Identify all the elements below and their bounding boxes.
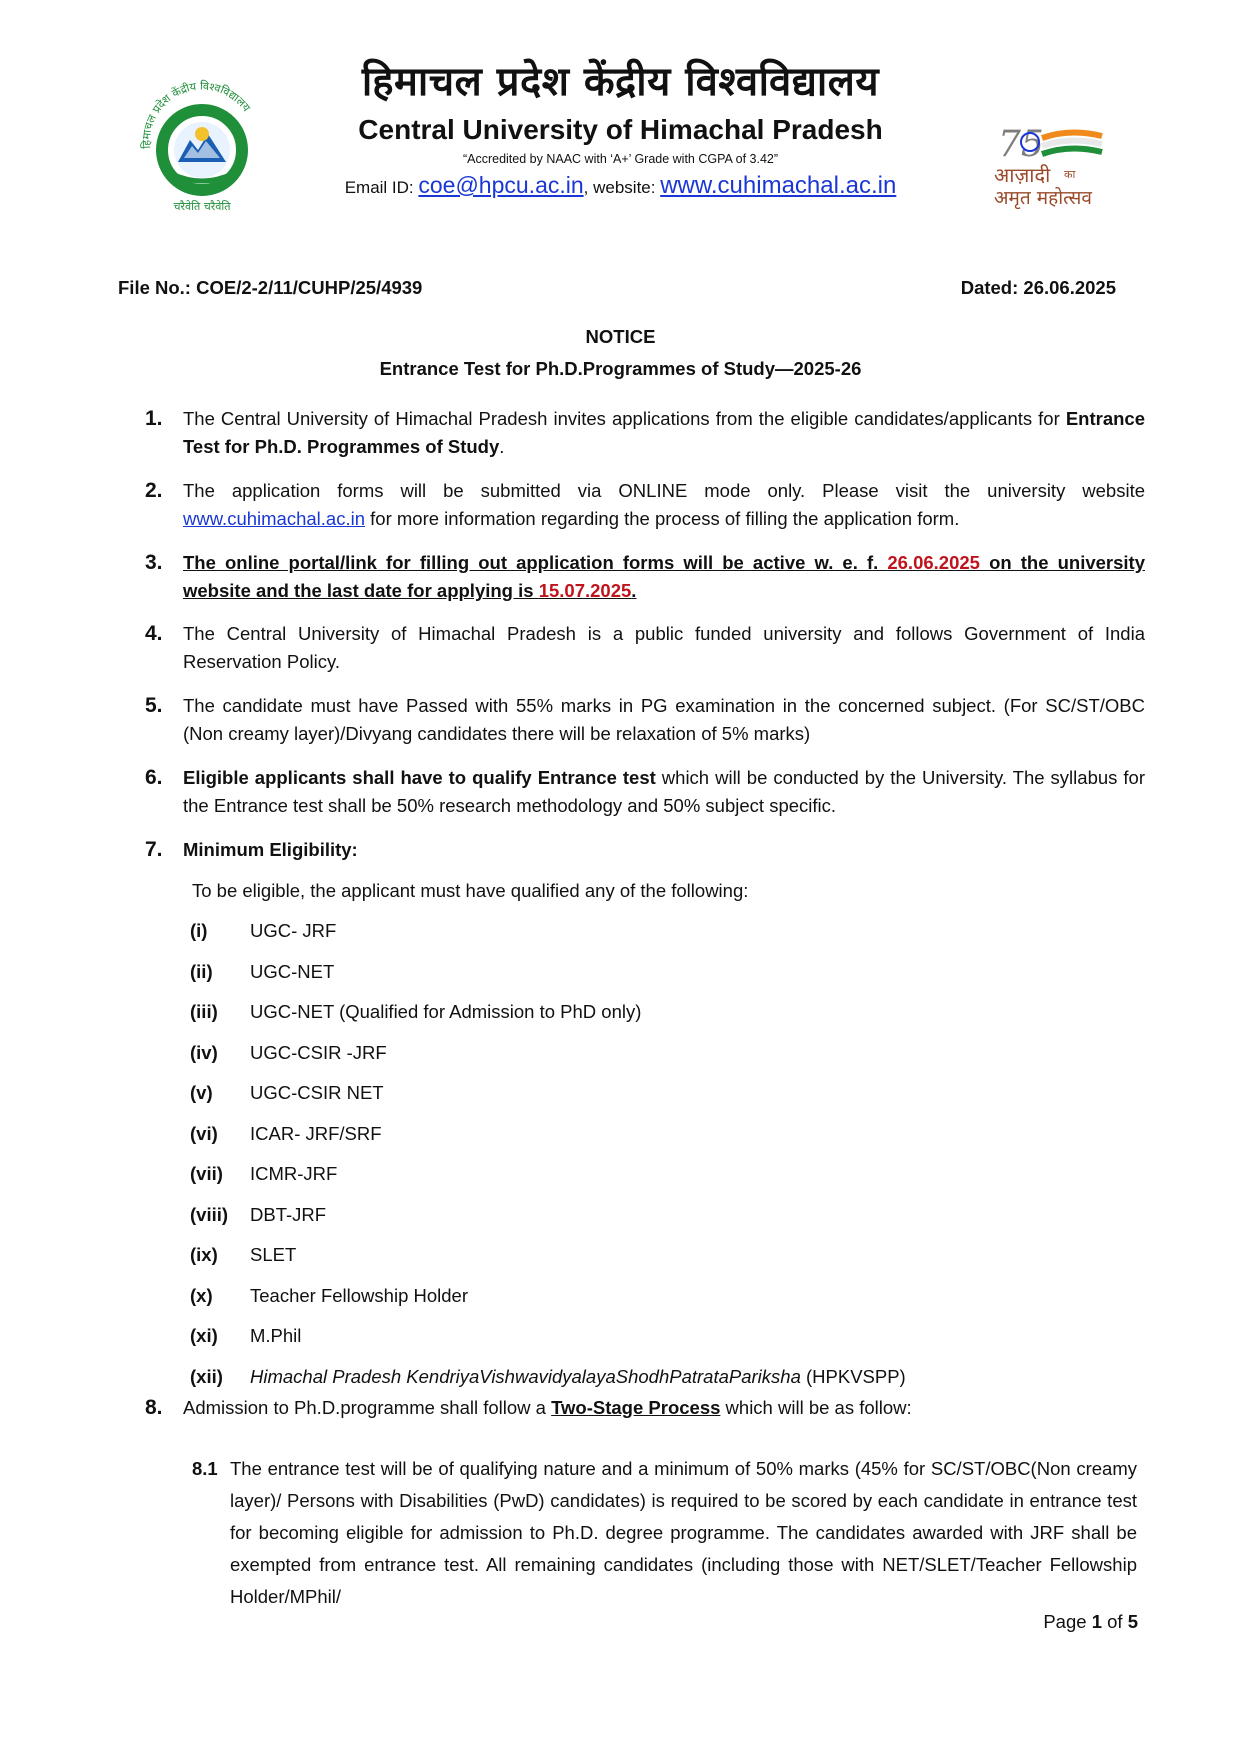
eligibility-number: (vii) — [190, 1163, 223, 1184]
eligibility-number: (x) — [190, 1284, 213, 1306]
item-text-part: The online portal/link for filling out application forms will be active w. e. f. — [183, 552, 888, 573]
eligibility-list — [190, 920, 1090, 1406]
logo-ka-text: का — [1064, 168, 1076, 181]
eligibility-item — [190, 1244, 1090, 1285]
page-of: of — [1101, 1611, 1128, 1632]
last-date: 15.07.2025 — [538, 580, 632, 601]
eligibility-number: (vi) — [190, 1122, 218, 1144]
eligibility-item — [190, 920, 1090, 961]
notice-heading: NOTICE — [585, 326, 656, 347]
item-number: 7. — [145, 838, 163, 861]
eligibility-text: UGC-NET (Qualified for Admission to PhD only) — [250, 1001, 642, 1022]
email-label: Email ID: — [344, 178, 419, 197]
azadi-ka-amrit-mahotsav-logo — [990, 118, 1140, 213]
item-text-part: . — [499, 436, 505, 457]
eligibility-text: UGC- JRF — [250, 920, 337, 941]
website-link[interactable]: www.cuhimachal.ac.in — [183, 508, 365, 529]
subsection-text: The entrance test will be of qualifying nature and a minimum of 50% marks (45% for SC/ST/OBC(Non creamy layer)/ Persons with Disabilities (PwD) candidates) is required to be scored by each candidate in entrance test for becoming eligible for admission to Ph.D. degree programme. The candidates awarded with JRF shall be exempted from entrance test. All remaining candidates (including those with NET/SLET/Teacher Fellowship Holder/MPhil/ — [230, 1458, 1137, 1607]
item-text — [183, 764, 1145, 820]
item-text-part: Admission to Ph.D.programme shall follow a — [183, 1397, 552, 1418]
item-number: 3. — [145, 551, 163, 574]
item-text-part: which will be conducted by the University. The syllabus for the Entrance test shall be 50% research methodology and 50% subject specific. — [183, 767, 1145, 816]
two-stage-process: Two-Stage Process — [551, 1397, 721, 1418]
eligibility-item — [190, 1163, 1090, 1204]
eligibility-item — [190, 1042, 1090, 1083]
eligibility-number: (i) — [190, 920, 208, 941]
email-link[interactable]: coe@hpcu.ac.in — [418, 172, 584, 198]
eligibility-item — [190, 1204, 1090, 1245]
website-link[interactable]: www.cuhimachal.ac.in — [660, 172, 897, 199]
item-number: 5. — [145, 694, 163, 717]
item-text-part: for more information regarding the process of filling the application form. — [365, 508, 960, 529]
eligibility-number: (v) — [190, 1082, 213, 1103]
item-heading: Minimum Eligibility: — [183, 839, 358, 860]
item-bold-part: Eligible applicants shall have to qualify Entrance test — [183, 767, 656, 788]
eligibility-item — [190, 1082, 1090, 1123]
eligibility-number: (iv) — [190, 1041, 218, 1063]
start-date: 26.06.2025 — [887, 552, 990, 573]
eligibility-suffix: (HPKVSPP) — [800, 1365, 906, 1387]
file-number: File No.: COE/2-2/11/CUHP/25/4939 — [118, 277, 423, 298]
subsection-number: 8.1 — [192, 1458, 218, 1479]
eligibility-item — [190, 961, 1090, 1002]
item-number: 2. — [145, 479, 163, 502]
eligibility-number: (ii) — [190, 960, 213, 982]
item-number: 8. — [145, 1396, 163, 1419]
item-text — [183, 1394, 1145, 1422]
page-total: 5 — [1127, 1611, 1138, 1632]
eligibility-text: UGC-NET — [250, 960, 335, 982]
item-text — [183, 405, 1145, 461]
eligibility-text: DBT-JRF — [250, 1203, 327, 1225]
logo-azadi-text: आज़ादी — [994, 163, 1051, 187]
eligibility-intro: To be eligible, the applicant must have qualified any of the following: — [192, 880, 749, 901]
item-number: 1. — [145, 407, 163, 430]
hindi-university-name: हिमाचल प्रदेश केंद्रीय विश्वविद्यालय — [361, 59, 880, 105]
item-bold-part: Entrance Test for Ph.D. Programmes of Study — [183, 408, 1145, 457]
item-text — [183, 477, 1145, 533]
page-number — [1043, 1611, 1138, 1633]
eligibility-text: Teacher Fellowship Holder — [250, 1284, 468, 1306]
logo-motto: चरैवेति चरैवेति — [173, 200, 231, 213]
item-text-part: The Central University of Himachal Pradesh invites applications from the eligible candidates/applicants for — [183, 408, 1066, 429]
notice-subject: Entrance Test for Ph.D.Programmes of Study—2025-26 — [379, 358, 862, 379]
eligibility-number: (xii) — [190, 1365, 223, 1387]
english-university-name: Central University of Himachal Pradesh — [358, 114, 883, 145]
logo-75-number: 75 — [998, 124, 1044, 165]
eligibility-item — [190, 1285, 1090, 1326]
eligibility-text: UGC-CSIR NET — [250, 1082, 384, 1103]
eligibility-text: ICMR-JRF — [250, 1163, 338, 1184]
accreditation-line: “Accredited by NAAC with ‘A+’ Grade with CGPA of 3.42” — [462, 152, 779, 166]
item-text: The candidate must have Passed with 55% marks in PG examination in the concerned subject. (For SC/ST/OBC (Non creamy layer)/Divyang candidates there will be relaxation of 5% marks) — [183, 695, 1145, 744]
item-text-part: . — [631, 580, 637, 601]
eligibility-item — [190, 1123, 1090, 1164]
eligibility-item — [190, 1001, 1090, 1042]
eligibility-item — [190, 1325, 1090, 1366]
item-text-part: which will be as follow: — [720, 1397, 912, 1418]
eligibility-text: M.Phil — [250, 1325, 302, 1346]
item-text — [183, 549, 1145, 605]
notice-date: Dated: 26.06.2025 — [960, 277, 1116, 298]
item-text: The Central University of Himachal Pradesh is a public funded university and follows Government of India Reservation Policy. — [183, 623, 1145, 672]
letterhead — [0, 0, 1241, 230]
eligibility-number: (xi) — [190, 1325, 218, 1346]
item-number: 6. — [145, 766, 163, 789]
logo-ring-text: हिमाचल प्रदेश केंद्रीय विश्वविद्यालय — [139, 79, 253, 149]
eligibility-text — [250, 1366, 906, 1388]
eligibility-number: (ix) — [190, 1244, 218, 1265]
eligibility-number: (iii) — [190, 1001, 218, 1022]
item-text-part: The application forms will be submitted via ONLINE mode only. Please visit the university website — [183, 480, 1145, 501]
eligibility-text: UGC-CSIR -JRF — [250, 1041, 387, 1063]
logo-amrit-mahotsav-text: अमृत महोत्सव — [994, 187, 1092, 209]
eligibility-text: ICAR- JRF/SRF — [250, 1122, 382, 1144]
page-current: 1 — [1091, 1611, 1102, 1632]
page-prefix: Page — [1043, 1611, 1092, 1632]
website-label: , website: — [583, 178, 661, 197]
item-text-part: on the university website and the last date for applying is — [183, 552, 1146, 601]
item-number: 4. — [145, 622, 163, 645]
eligibility-italic-text: Himachal Pradesh KendriyaVishwavidyalayaShodhPatrataPariksha — [250, 1365, 801, 1387]
eligibility-text: SLET — [250, 1244, 297, 1265]
eligibility-number: (viii) — [190, 1203, 229, 1225]
